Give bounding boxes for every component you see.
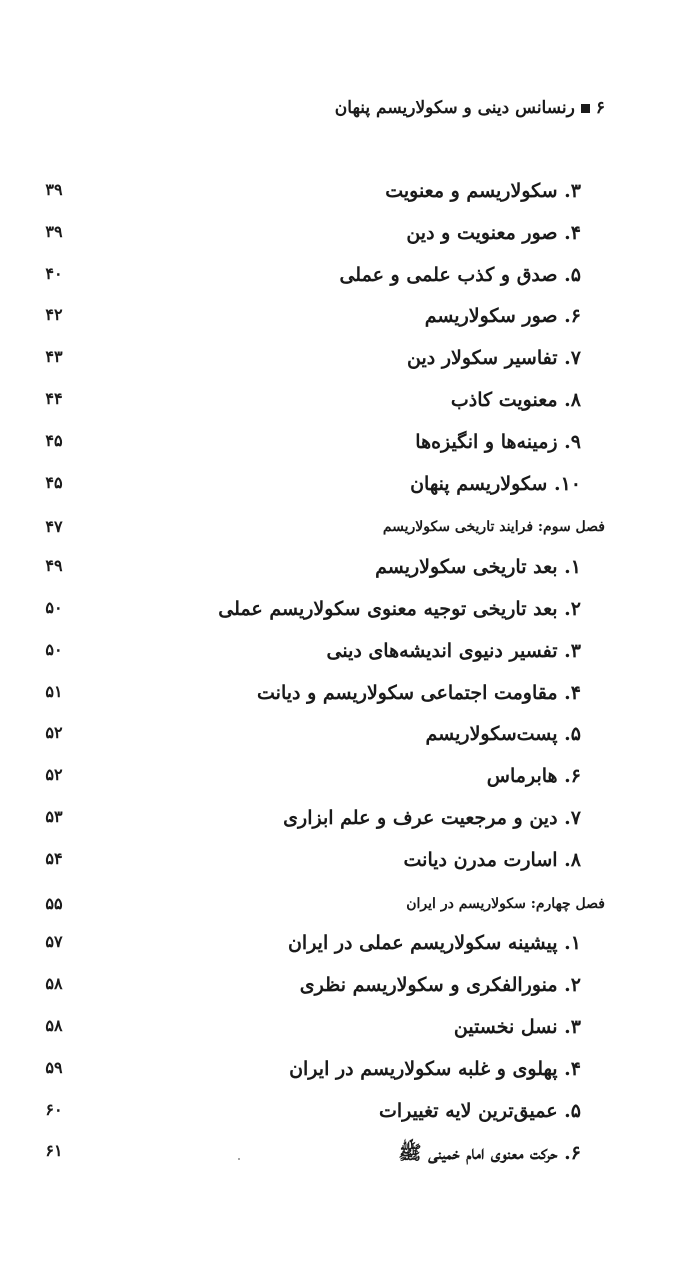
toc-entry	[0, 174, 693, 216]
toc-entry-title: ۳. نسل نخستین	[453, 1015, 581, 1038]
toc-entry-title: فصل سوم: فرایند تاریخی سکولاریسم	[382, 519, 605, 536]
toc-entry-page-number: ۶۱	[45, 1141, 63, 1161]
toc-entry	[0, 216, 693, 258]
toc-entry-title: ۵. عمیق‌ترین لایه تغییرات	[379, 1099, 581, 1122]
toc-entry	[0, 759, 693, 801]
toc-entry-page-number: ۵۰	[45, 597, 63, 617]
toc-entry	[0, 1094, 693, 1136]
toc-entry-title: ۶. صور سکولاریسم	[424, 305, 581, 328]
toc-entry-page-number: ۳۹	[45, 221, 63, 241]
toc-entry-title: ۷. تفاسیر سکولار دین	[407, 347, 581, 370]
toc-entry	[0, 467, 693, 509]
toc-entry-page-number: ۴۵	[45, 430, 63, 450]
toc-entry-title: ۵. پست‌سکولاریسم	[425, 723, 581, 746]
toc-entry-title: ۷. دین و مرجعیت عرف و علم ابزاری	[283, 806, 581, 829]
toc-entry-page-number: ۵۹	[45, 1057, 63, 1077]
table-of-contents	[0, 174, 693, 1177]
toc-entry-title: ۳. سکولاریسم و معنویت	[385, 180, 581, 202]
header-page-number: ۶	[595, 98, 605, 118]
toc-entry-page-number: ۵۱	[45, 681, 63, 701]
toc-entry	[0, 341, 693, 383]
toc-entry-page-number: ۵۴	[45, 848, 63, 868]
toc-entry-title: ۳. تفسیر دنیوی اندیشه‌های دینی	[326, 639, 581, 662]
toc-entry-page-number: ۴۵	[45, 472, 63, 492]
toc-entry	[0, 926, 693, 968]
toc-entry-page-number: ۵۸	[45, 974, 63, 994]
toc-entry	[0, 425, 693, 467]
toc-entry	[0, 258, 693, 300]
toc-entry	[0, 383, 693, 425]
toc-entry-page-number: ۵۰	[45, 639, 63, 659]
toc-entry-title: ۶. حرکت معنوی امام خمینی ﷺ	[398, 1142, 581, 1165]
toc-entry	[0, 676, 693, 718]
toc-entry-title: ۴. پهلوی و غلبه سکولاریسم در ایران	[289, 1057, 581, 1080]
toc-entry-title: ۶. هابرماس	[486, 765, 581, 788]
toc-entry	[0, 1010, 693, 1052]
toc-entry-title: ۱. بعد تاریخی سکولاریسم	[375, 556, 581, 579]
toc-entry-page-number: ۳۹	[45, 180, 63, 199]
toc-entry-title: ۱۰. سکولاریسم پنهان	[410, 472, 581, 495]
toc-entry-page-number: ۵۵	[45, 893, 63, 913]
toc-entry-page-number: ۴۰	[45, 263, 63, 283]
toc-entry-page-number: ۵۲	[45, 723, 63, 743]
toc-entry	[0, 968, 693, 1010]
running-header	[335, 98, 605, 118]
toc-entry-title: ۴. صور معنویت و دین	[406, 221, 581, 244]
toc-entry-page-number: ۶۰	[45, 1099, 63, 1119]
toc-entry-title: ۲. منورالفکری و سکولاریسم نظری	[299, 974, 581, 997]
toc-entry-page-number: ۵۳	[45, 806, 63, 826]
toc-entry	[0, 550, 693, 592]
toc-entry-title: فصل چهارم: سکولاریسم در ایران	[406, 895, 605, 912]
toc-entry	[0, 299, 693, 341]
header-book-title: رنسانس دینی و سکولاریسم پنهان	[334, 98, 575, 118]
toc-entry-title: ۸. اسارت مدرن دیانت	[403, 848, 581, 871]
toc-entry-page-number: ۵۷	[45, 932, 63, 952]
toc-entry-title: ۴. مقاومت اجتماعی سکولاریسم و دیانت	[257, 681, 581, 704]
header-separator-square	[581, 104, 590, 113]
toc-chapter-heading	[0, 885, 693, 927]
toc-entry	[0, 1135, 693, 1177]
toc-entry-title: ۵. صدق و کذب علمی و عملی	[339, 263, 581, 286]
toc-entry	[0, 717, 693, 759]
toc-entry	[0, 634, 693, 676]
toc-entry-page-number: ۵۲	[45, 765, 63, 785]
toc-entry-title: ۱. پیشینه سکولاریسم عملی در ایران	[287, 932, 581, 955]
toc-entry-page-number: ۴۷	[45, 517, 63, 537]
toc-entry-title: ۲. بعد تاریخی توجیه معنوی سکولاریسم عملی	[218, 597, 581, 620]
toc-entry-page-number: ۴۴	[45, 388, 63, 408]
toc-chapter-heading	[0, 508, 693, 550]
toc-entry	[0, 592, 693, 634]
toc-entry-title: ۸. معنویت کاذب	[450, 388, 581, 411]
toc-entry	[0, 843, 693, 885]
toc-entry-page-number: ۴۳	[45, 347, 63, 367]
toc-entry	[0, 801, 693, 843]
paper-speck	[238, 1158, 240, 1160]
toc-entry-page-number: ۴۲	[45, 305, 63, 325]
toc-entry-page-number: ۵۸	[45, 1015, 63, 1035]
toc-entry	[0, 1052, 693, 1094]
toc-entry-page-number: ۴۹	[45, 556, 63, 576]
toc-entry-title: ۹. زمینه‌ها و انگیزه‌ها	[415, 430, 581, 453]
